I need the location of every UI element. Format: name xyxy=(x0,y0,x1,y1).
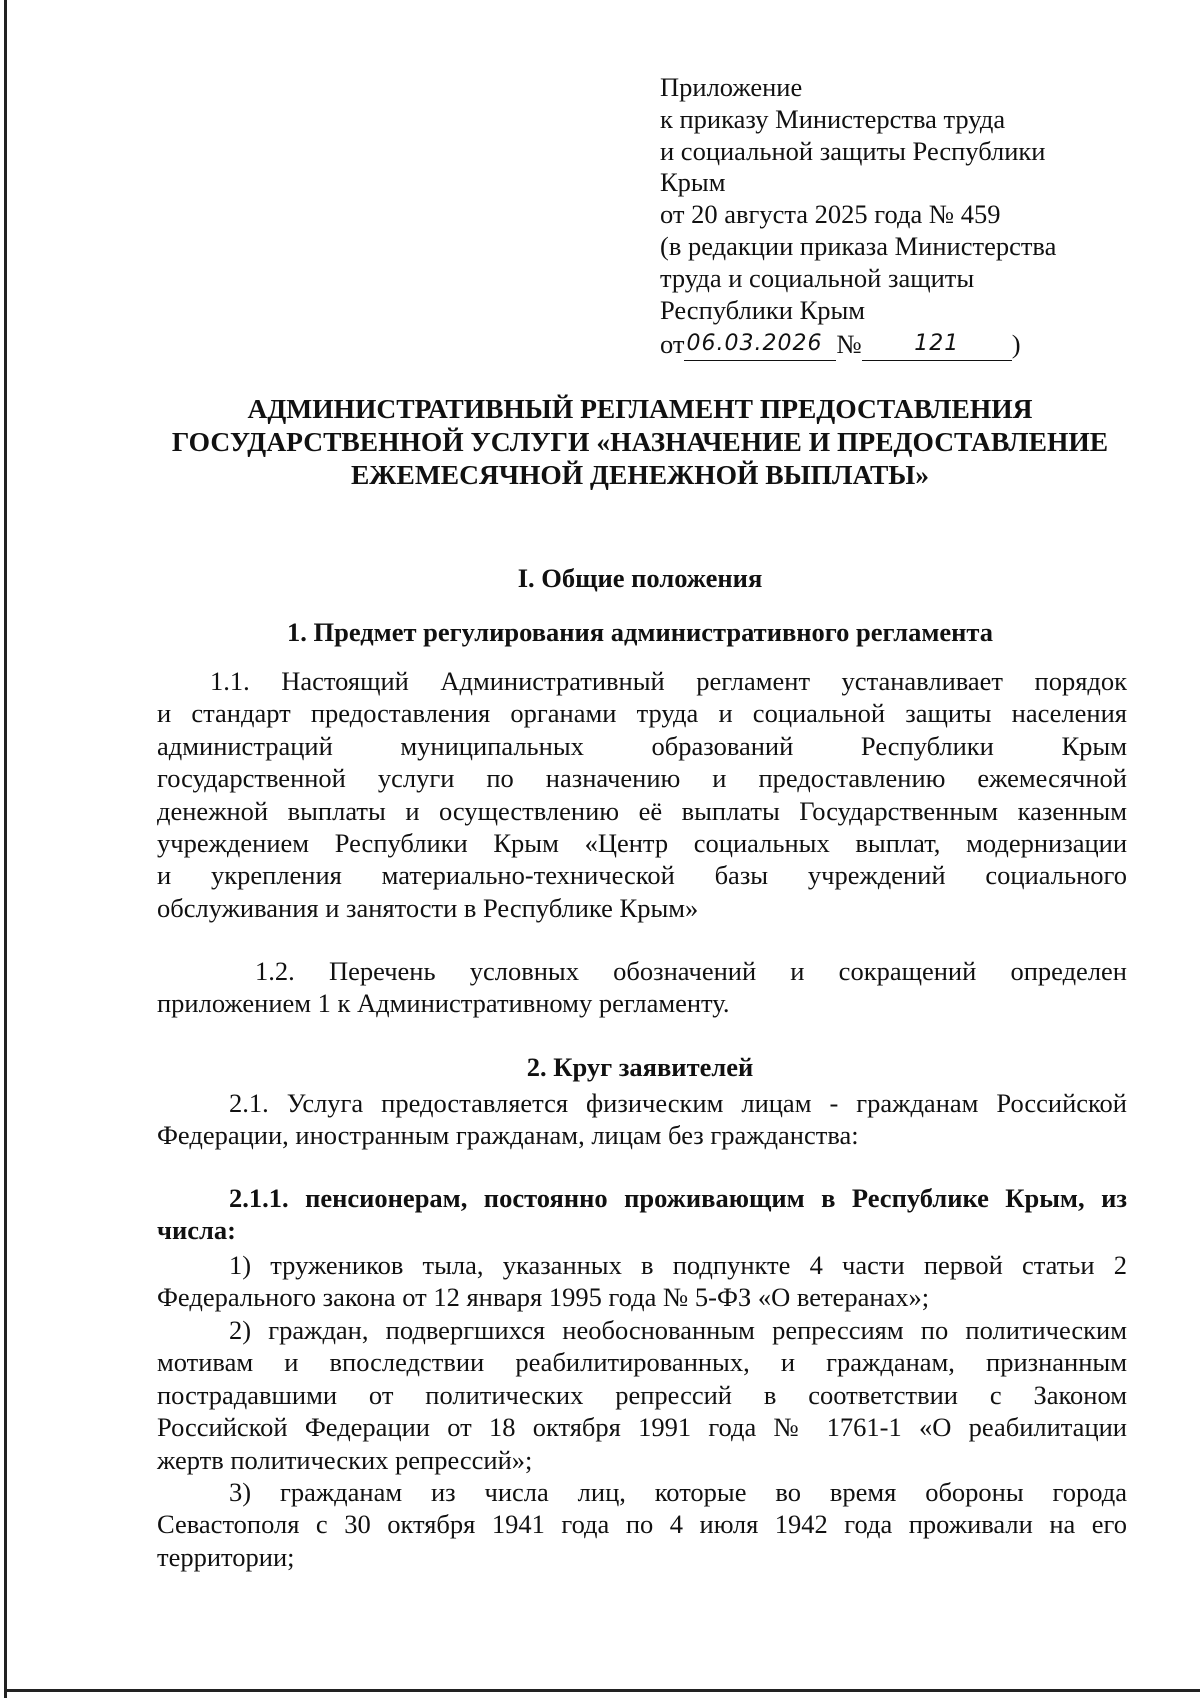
paragraph-line: пострадавшими от политических репрессий в соответствии с Законом xyxy=(157,1379,1127,1410)
paragraph-line: Севастополя с 30 октября 1941 года по 4 июля 1942 года проживали на его xyxy=(157,1509,1127,1540)
number-label: № xyxy=(836,329,862,360)
handwritten-date: 06.03.2026 xyxy=(686,331,823,357)
appendix-line: и социальной защиты Республики xyxy=(660,135,1046,166)
paragraph-line: мотивам и впоследствии реабилитированных, и гражданам, признанным xyxy=(157,1347,1127,1378)
paragraph-line: обслуживания и занятости в Республике Крым» xyxy=(157,892,699,923)
paragraph-line: денежной выплаты и осуществлению её выплаты Государственным казенным xyxy=(157,795,1127,826)
paragraph-line: Федерации, иностранным гражданам, лицам без гражданства: xyxy=(157,1120,859,1151)
from-label: от xyxy=(660,329,685,360)
paragraph-line: и укрепления материально-технической базы учреждений социального xyxy=(157,860,1127,891)
paragraph-2-1 xyxy=(157,1087,1127,1152)
list-item-3 xyxy=(157,1476,1127,1573)
paragraph-line: территории; xyxy=(157,1541,295,1572)
document-title xyxy=(150,392,1130,491)
paragraph-line: государственной услуги по назначению и предоставлению ежемесячной xyxy=(157,763,1127,794)
paragraph-2-1-1 xyxy=(157,1182,1127,1247)
paragraph-line: учреждением Республики Крым «Центр социальных выплат, модернизации xyxy=(157,827,1127,858)
appendix-line: от 20 августа 2025 года № 459 xyxy=(660,199,1001,230)
paragraph-line: Федерального закона от 12 января 1995 года № 5-ФЗ «О ветеранах»; xyxy=(157,1282,930,1313)
paragraph-line: числа: xyxy=(157,1215,236,1246)
paragraph-1-1 xyxy=(157,665,1127,924)
paragraph-line: 1) тружеников тыла, указанных в подпункте 4 части первой статьи 2 xyxy=(229,1250,1127,1280)
paragraph-line: Российской Федерации от 18 октября 1991 года № 1761-1 «О реабилитации xyxy=(157,1412,1127,1443)
subsection-heading: 1. Предмет регулирования административного регламента xyxy=(286,617,994,647)
appendix-line: труда и социальной защиты xyxy=(660,262,975,293)
paragraph-line: приложением 1 к Административному регламенту. xyxy=(157,988,730,1019)
section-heading: I. Общие положения xyxy=(517,563,763,593)
paragraph-line: 1.1. Настоящий Административный регламент устанавливает порядок xyxy=(210,666,1127,696)
title-line: АДМИНИСТРАТИВНЫЙ РЕГЛАМЕНТ ПРЕДОСТАВЛЕНИЯ xyxy=(247,393,1033,424)
scan-border-left xyxy=(4,0,7,1698)
revision-date-row xyxy=(660,326,1100,361)
close-paren: ) xyxy=(1011,329,1021,360)
handwritten-date-field xyxy=(684,326,836,361)
handwritten-number-field xyxy=(862,326,1012,361)
handwritten-number: 121 xyxy=(914,331,960,357)
paragraph-line: администраций муниципальных образований Республики Крым xyxy=(157,730,1127,761)
paragraph-line: 3) гражданам из числа лиц, которые во время обороны города xyxy=(229,1477,1127,1507)
paragraph-line: 1.2. Перечень условных обозначений и сокращений определен xyxy=(255,956,1127,986)
paragraph-line: 2.1. Услуга предоставляется физическим лицам - гражданам Российской xyxy=(229,1088,1127,1118)
list-item-2 xyxy=(157,1314,1127,1476)
appendix-line: Республики Крым xyxy=(660,294,866,325)
paragraph-line: и стандарт предоставления органами труда и социальной защиты населения xyxy=(157,698,1127,729)
list-item-1 xyxy=(157,1249,1127,1314)
appendix-line: Приложение xyxy=(660,72,803,102)
scan-border-bottom xyxy=(4,1689,1200,1692)
paragraph-line: жертв политических репрессий»; xyxy=(157,1444,533,1475)
paragraph-1-2 xyxy=(157,955,1127,1020)
title-line: ЕЖЕМЕСЯЧНОЙ ДЕНЕЖНОЙ ВЫПЛАТЫ» xyxy=(350,459,930,490)
appendix-block xyxy=(660,72,1100,361)
appendix-line: Крым xyxy=(660,167,726,198)
paragraph-line: 2) граждан, подвергшихся необоснованным репрессиям по политическим xyxy=(229,1315,1127,1345)
title-line: ГОСУДАРСТВЕННОЙ УСЛУГИ «НАЗНАЧЕНИЕ И ПРЕДОСТАВЛЕНИЕ xyxy=(171,426,1109,457)
appendix-line: (в редакции приказа Министерства xyxy=(660,230,1057,261)
appendix-line: к приказу Министерства труда xyxy=(660,103,1006,134)
paragraph-line: 2.1.1. пенсионерам, постоянно проживающим в Республике Крым, из xyxy=(229,1183,1127,1213)
section-heading: 2. Круг заявителей xyxy=(526,1052,754,1082)
